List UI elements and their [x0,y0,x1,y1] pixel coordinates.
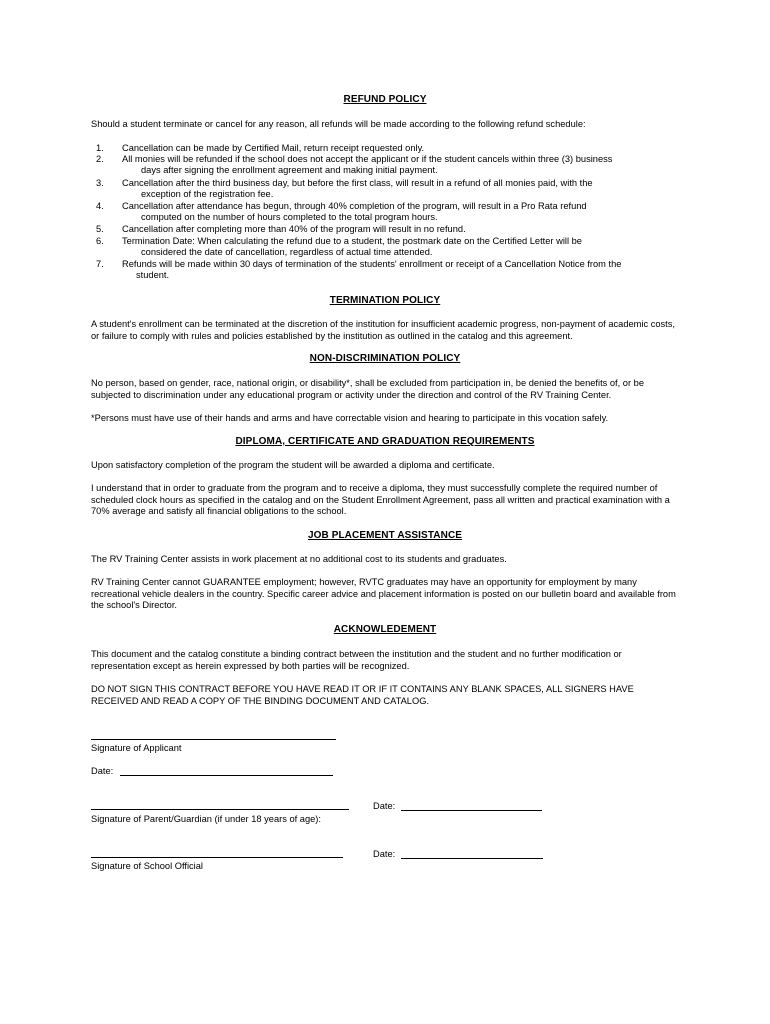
official-date-label: Date: [373,849,396,859]
acknowledgement-text-1: This document and the catalog constitute a binding contract between the institution and the student and no further modification or representation except as herein expressed by both parties will be recognized. [91,649,622,671]
applicant-signature-line[interactable] [91,739,336,740]
list-item-number: 3. [96,178,104,188]
list-item-text: Cancellation after the third business day, but before the first class, will result in a refund of all monies paid, with the [122,178,593,188]
refund-intro: Should a student terminate or cancel for any reason, all refunds will be made according to the following refund schedule: [91,119,586,129]
nondiscrimination-heading: NON-DISCRIMINATION POLICY [309,353,461,364]
list-item-number: 5. [96,224,104,234]
list-item-text: Cancellation can be made by Certified Mail, return receipt requested only. [122,143,425,153]
applicant-date-line[interactable] [120,775,333,776]
official-signature-line[interactable] [91,857,343,858]
parent-date-line[interactable] [401,810,542,811]
placement-heading: JOB PLACEMENT ASSISTANCE [307,530,463,541]
list-item-text: Cancellation after attendance has begun, through 40% completion of the program, will result in a Pro Rata refund [122,201,587,211]
termination-text: A student's enrollment can be terminated at the discretion of the institution for insufficient academic progress, non-payment of academic costs, or failure to comply with rules and policies established by the institution as outlined in the catalog and this agreement. [91,319,676,341]
list-item-number: 6. [96,236,104,246]
refund-heading: REFUND POLICY [343,94,427,105]
placement-text-1: The RV Training Center assists in work placement at no additional cost to its students and graduates. [91,554,507,564]
acknowledgement-heading: ACKNOWLEDEMENT [333,624,437,635]
list-item-text-cont: exception of the registration fee. [141,189,274,199]
acknowledgement-text-2: DO NOT SIGN THIS CONTRACT BEFORE YOU HAVE READ IT OR IF IT CONTAINS ANY BLANK SPACES, ALL SIGNERS HAVE RECEIVED AND READ A COPY OF THE BINDING DOCUMENT AND CATALOG. [91,684,634,706]
list-item-number: 7. [96,259,104,269]
parent-signature-label: Signature of Parent/Guardian (if under 18 years of age): [91,814,321,824]
list-item-number: 2. [96,154,104,164]
list-item-text-cont: student. [136,270,170,280]
list-item-text-cont: computed on the number of hours completed to the total program hours. [141,212,438,222]
parent-date-label: Date: [373,801,396,811]
list-item-number: 4. [96,201,104,211]
list-item-text: Refunds will be made within 30 days of termination of the students' enrollment or receipt of a Cancellation Notice from the [122,259,622,269]
diploma-heading: DIPLOMA, CERTIFICATE AND GRADUATION REQUIREMENTS [235,436,535,447]
official-signature-label: Signature of School Official [91,861,203,871]
list-item-text-cont: days after signing the enrollment agreement and making initial payment. [141,165,438,175]
placement-text-2: RV Training Center cannot GUARANTEE employment; however, RVTC graduates may have an opportunity for employment by many recreational vehicle dealers in the country. Specific career advice and placement information is posted on our bulletin board and available from the school's Director. [91,577,676,611]
applicant-signature-label: Signature of Applicant [91,743,182,753]
list-item-text: All monies will be refunded if the school does not accept the applicant or if the student cancels within three (3) business [122,154,613,164]
list-item-text-cont: considered the date of cancellation, regardless of actual time attended. [141,247,433,257]
list-item-text: Termination Date: When calculating the refund due to a student, the postmark date on the Certified Letter will be [122,236,582,246]
diploma-text-2: I understand that in order to graduate from the program and to receive a diploma, they must successfully complete the required number of scheduled clock hours as specified in the catalog and on the Student Enrollment Agreement, pass all written and practical examination with a 70% average and satisfy all financial obligations to the school. [91,483,670,517]
list-item-text: Cancellation after completing more than 40% of the program will result in no refund. [122,224,466,234]
applicant-date-label: Date: [91,766,114,776]
official-date-line[interactable] [401,858,543,859]
termination-heading: TERMINATION POLICY [329,295,441,306]
parent-signature-line[interactable] [91,809,349,810]
nondiscrimination-text: No person, based on gender, race, national origin, or disability*, shall be excluded from participation in, be denied the benefits of, or be subjected to discrimination under any educational program or activity under the direction and control of the RV Training Center. [91,378,644,400]
list-item-number: 1. [96,143,104,153]
diploma-text-1: Upon satisfactory completion of the program the student will be awarded a diploma and certificate. [91,460,495,470]
nondiscrimination-note: *Persons must have use of their hands and arms and have correctable vision and hearing to participate in this vocation safely. [91,413,609,423]
